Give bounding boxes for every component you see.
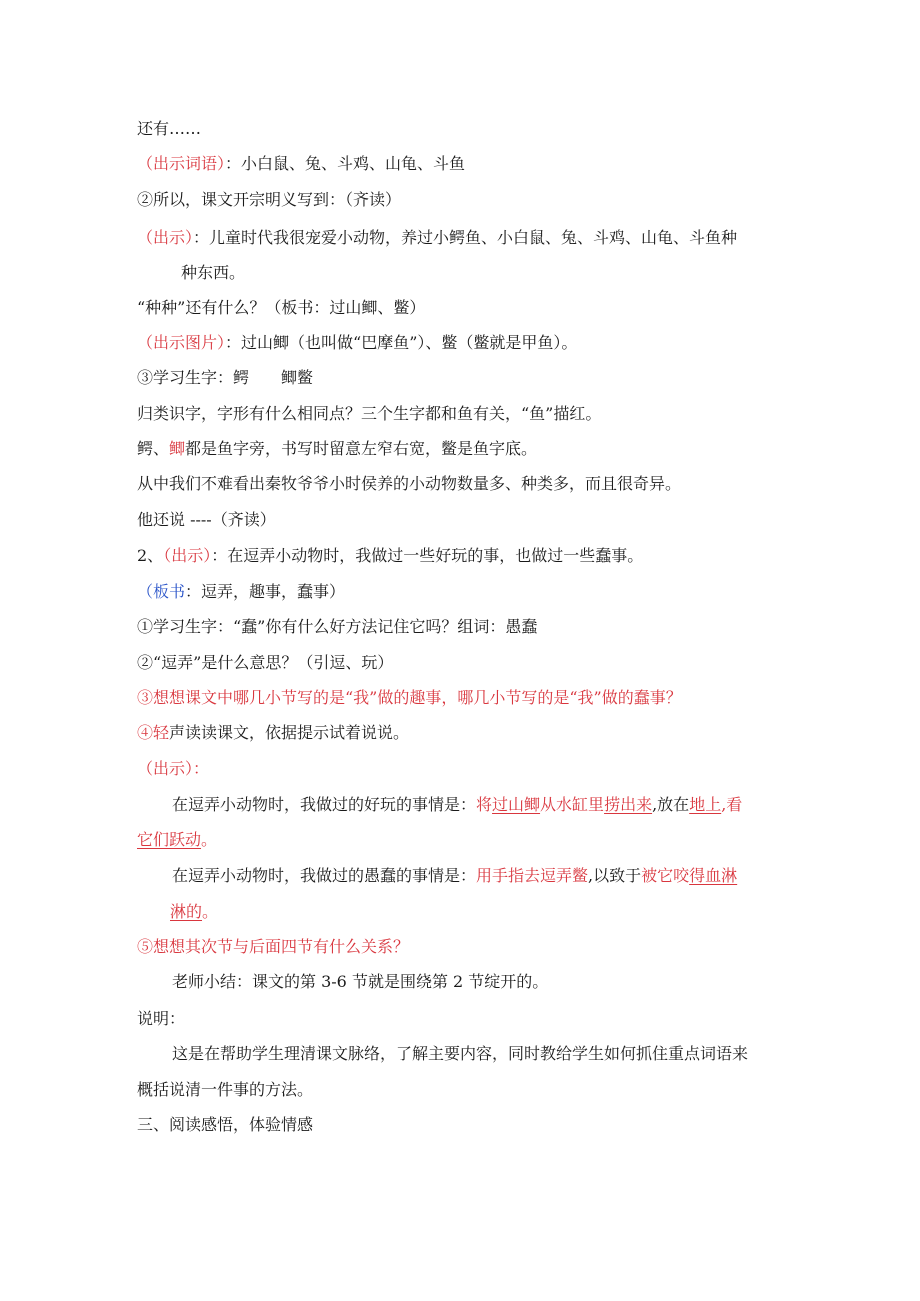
answer-span: 将 xyxy=(476,795,493,814)
question-line: ③想想课文中哪几小节写的是“我”做的趣事，哪几小节写的是“我”做的蠢事？ xyxy=(137,688,682,707)
section-heading: 三、阅读感悟，体验情感 xyxy=(137,1115,314,1134)
fill-in-paragraph-cont xyxy=(137,829,217,851)
text-line: 概括说清一件事的方法。 xyxy=(137,1080,314,1099)
item-number: 2、 xyxy=(137,546,164,565)
text-line xyxy=(137,153,465,175)
board-tag: （板书 xyxy=(137,582,186,601)
answer-span: 它们跃动 xyxy=(137,830,202,849)
answer-span: 用手指去逗弄鳖 xyxy=(476,866,589,885)
answer-span: 捞出来 xyxy=(604,795,653,814)
answer-span: 过山鲫 xyxy=(492,795,541,814)
fill-in-paragraph xyxy=(172,865,737,887)
text-span: ：过山鲫（也叫做“巴摩鱼”）、鳖（鳖就是甲鱼）。 xyxy=(225,333,578,352)
text-line xyxy=(137,332,577,354)
question-line: ⑤想想其次节与后面四节有什么关系？ xyxy=(137,937,410,956)
highlight-char: 鲫 xyxy=(169,439,186,458)
text-line xyxy=(137,581,345,603)
text-span: , xyxy=(652,795,658,814)
text-line xyxy=(137,227,737,249)
text-span: ：儿童时代我很宠爱小动物，养过小鳄鱼、小白鼠、兔、斗鸡、山龟、斗鱼种 xyxy=(193,228,738,247)
item-number: ④ xyxy=(137,723,154,742)
answer-span: 得血淋 xyxy=(689,866,738,885)
text-line: ②“逗弄”是什么意思？（引逗、玩） xyxy=(137,653,394,672)
answer-span: 地上 xyxy=(689,795,722,814)
text-line xyxy=(137,545,643,567)
highlight-char: 轻 xyxy=(153,723,170,742)
show-tag: （出示） xyxy=(137,228,194,247)
text-span: 声读读课文，依据提示试着说说。 xyxy=(169,723,410,742)
text-span: ：小白鼠、兔、斗鸡、山龟、斗鱼 xyxy=(225,154,466,173)
text-line: 这是在帮助学生理清课文脉络，了解主要内容，同时教给学生如何抓住重点词语来 xyxy=(172,1044,749,1063)
answer-span: 淋的 xyxy=(170,902,203,921)
text-line xyxy=(137,438,537,460)
text-span: 都是鱼字旁，书写时留意左窄右宽，鳖是鱼字底。 xyxy=(185,439,538,458)
text-line: ①学习生字：“蠢”你有什么好方法记住它吗？组词：愚蠢 xyxy=(137,617,538,636)
text-line: ③学习生字：鳄 鲫鳖 xyxy=(137,368,314,387)
show-picture-tag: （出示图片） xyxy=(137,333,226,352)
text-span: 以致于 xyxy=(593,866,642,885)
text-span: 放在 xyxy=(657,795,690,814)
text-line: 他还说 ----（齐读） xyxy=(137,510,276,529)
fill-in-paragraph-cont xyxy=(170,901,218,923)
text-line: ②所以，课文开宗明义写到：（齐读） xyxy=(137,190,402,209)
text-span: ：逗弄，趣事，蠢事） xyxy=(185,582,346,601)
text-line xyxy=(137,722,409,744)
text-line: 归类识字，字形有什么相同点？三个生字都和鱼有关，“鱼”描红。 xyxy=(137,404,602,423)
answer-span: ,看 xyxy=(721,795,743,814)
text-line: 老师小结：课文的第 3-6 节就是围绕第 2 节绽开的。 xyxy=(172,972,549,991)
show-tag: （出示）： xyxy=(137,759,210,778)
answer-span: 。 xyxy=(202,902,219,921)
show-tag: （出示） xyxy=(163,546,212,565)
text-line: 说明： xyxy=(137,1009,186,1028)
text-line: 还有…… xyxy=(137,119,202,138)
text-span: 鳄、 xyxy=(137,439,170,458)
text-line: “种种”还有什么？（板书：过山鲫、鳖） xyxy=(137,298,426,317)
answer-span: 从水缸里 xyxy=(540,795,605,814)
text-span: , xyxy=(588,866,594,885)
text-line: 从中我们不难看出秦牧爷爷小时侯养的小动物数量多、种类多，而且很奇异。 xyxy=(137,474,682,493)
text-span: 在逗弄小动物时，我做过的好玩的事情是： xyxy=(172,795,477,814)
show-words-tag: （出示词语） xyxy=(137,154,226,173)
fill-in-paragraph xyxy=(172,794,742,816)
text-span: 在逗弄小动物时，我做过的愚蠢的事情是： xyxy=(172,866,477,885)
answer-span: 被它咬 xyxy=(641,866,690,885)
text-span: ：在逗弄小动物时，我做过一些好玩的事，也做过一些蠢事。 xyxy=(211,546,644,565)
answer-span: 。 xyxy=(201,830,218,849)
text-line-continued: 种东西。 xyxy=(181,263,246,282)
